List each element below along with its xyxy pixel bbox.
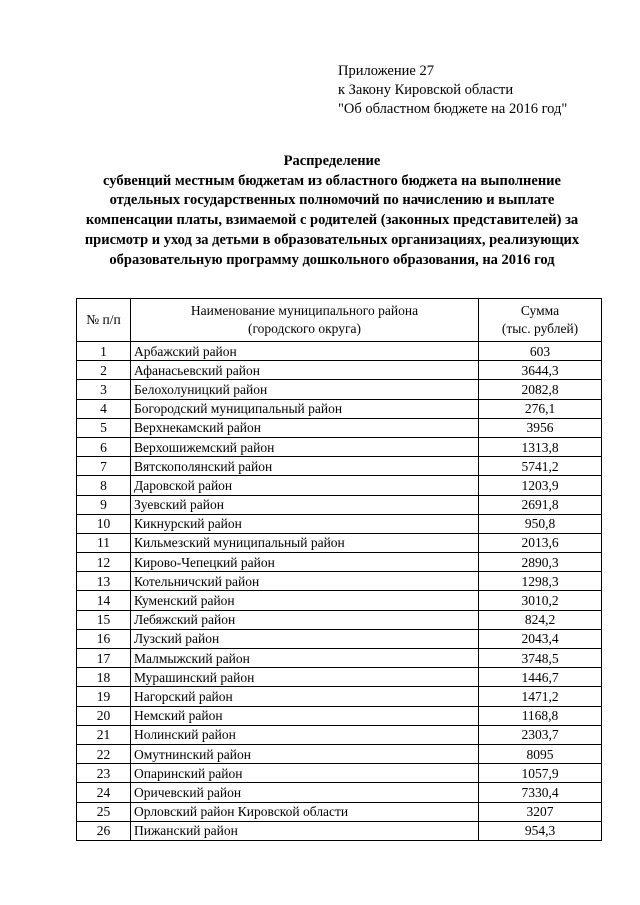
table-row <box>77 572 602 591</box>
row-district-name: Немский район <box>131 706 479 725</box>
table-row <box>77 783 602 802</box>
row-district-name: Кирово-Чепецкий район <box>131 553 479 572</box>
row-number: 24 <box>77 783 131 802</box>
table-row <box>77 591 602 610</box>
row-number: 16 <box>77 629 131 648</box>
row-number: 12 <box>77 553 131 572</box>
row-district-name: Богородский муниципальный район <box>131 399 479 418</box>
table-row <box>77 687 602 706</box>
row-district-name: Вятскополянский район <box>131 457 479 476</box>
row-district-name: Куменский район <box>131 591 479 610</box>
table-row <box>77 764 602 783</box>
row-number: 1 <box>77 342 131 361</box>
row-district-name: Даровской район <box>131 476 479 495</box>
row-amount: 954,3 <box>479 821 602 840</box>
table-body <box>77 342 602 841</box>
row-amount: 1057,9 <box>479 764 602 783</box>
title-line: присмотр и уход за детьми в образовательных организациях, реализующих <box>84 231 580 248</box>
row-amount: 3956 <box>479 418 602 437</box>
table-row <box>77 706 602 725</box>
header-sum <box>479 299 602 342</box>
row-amount: 2691,8 <box>479 495 602 514</box>
row-number: 6 <box>77 437 131 456</box>
row-number: 7 <box>77 457 131 476</box>
row-district-name: Лузский район <box>131 629 479 648</box>
row-number: 3 <box>77 380 131 399</box>
table-row <box>77 629 602 648</box>
table-row <box>77 514 602 533</box>
header-sum-line1: Сумма <box>520 303 560 318</box>
row-number: 15 <box>77 610 131 629</box>
row-number: 22 <box>77 744 131 763</box>
row-number: 11 <box>77 533 131 552</box>
row-number: 18 <box>77 668 131 687</box>
row-district-name: Котельничский район <box>131 572 479 591</box>
row-number: 10 <box>77 514 131 533</box>
row-amount: 1313,8 <box>479 437 602 456</box>
row-amount: 7330,4 <box>479 783 602 802</box>
table-row <box>77 668 602 687</box>
title-line: образовательную программу дошкольного образования, на 2016 год <box>109 251 555 268</box>
row-amount: 276,1 <box>479 399 602 418</box>
row-district-name: Опаринский район <box>131 764 479 783</box>
row-number: 14 <box>77 591 131 610</box>
row-district-name: Орловский район Кировской области <box>131 802 479 821</box>
row-amount: 2013,6 <box>479 533 602 552</box>
title-line: субвенций местным бюджетам из областного бюджета на выполнение <box>103 172 561 189</box>
header-sum-line2: (тыс. рублей) <box>501 321 579 336</box>
row-district-name: Нагорский район <box>131 687 479 706</box>
row-district-name: Малмыжский район <box>131 649 479 668</box>
row-number: 21 <box>77 725 131 744</box>
table-row <box>77 553 602 572</box>
row-number: 26 <box>77 821 131 840</box>
row-number: 19 <box>77 687 131 706</box>
row-amount: 3748,5 <box>479 649 602 668</box>
distribution-table <box>76 298 602 841</box>
table-row <box>77 437 602 456</box>
table-row <box>77 457 602 476</box>
row-amount: 2890,3 <box>479 553 602 572</box>
table-header <box>77 299 602 342</box>
appendix-reference <box>338 62 567 119</box>
row-district-name: Белохолуницкий район <box>131 380 479 399</box>
header-name-line2: (городского округа) <box>247 321 362 336</box>
header-row <box>77 299 602 342</box>
title-heading: Распределение <box>283 153 381 169</box>
row-amount: 5741,2 <box>479 457 602 476</box>
row-number: 25 <box>77 802 131 821</box>
table-row <box>77 744 602 763</box>
appendix-number: Приложение 27 <box>338 63 434 79</box>
header-name <box>131 299 479 342</box>
row-district-name: Верхошижемский район <box>131 437 479 456</box>
table-row <box>77 399 602 418</box>
table-row <box>77 495 602 514</box>
row-district-name: Верхнекамский район <box>131 418 479 437</box>
row-amount: 1446,7 <box>479 668 602 687</box>
row-number: 2 <box>77 361 131 380</box>
row-amount: 1168,8 <box>479 706 602 725</box>
row-amount: 1471,2 <box>479 687 602 706</box>
table-row <box>77 342 602 361</box>
table-row <box>77 533 602 552</box>
row-number: 9 <box>77 495 131 514</box>
row-district-name: Мурашинский район <box>131 668 479 687</box>
table-row <box>77 476 602 495</box>
table-row <box>77 380 602 399</box>
row-amount: 8095 <box>479 744 602 763</box>
row-number: 5 <box>77 418 131 437</box>
row-number: 13 <box>77 572 131 591</box>
row-number: 4 <box>77 399 131 418</box>
row-amount: 2043,4 <box>479 629 602 648</box>
row-amount: 1203,9 <box>479 476 602 495</box>
row-amount: 2303,7 <box>479 725 602 744</box>
row-amount: 824,2 <box>479 610 602 629</box>
row-district-name: Омутнинский район <box>131 744 479 763</box>
row-amount: 603 <box>479 342 602 361</box>
table-row <box>77 802 602 821</box>
table-row <box>77 649 602 668</box>
table-row <box>77 418 602 437</box>
row-district-name: Арбажский район <box>131 342 479 361</box>
title-line: компенсации платы, взимаемой с родителей (законных представителей) за <box>85 212 579 229</box>
row-amount: 2082,8 <box>479 380 602 399</box>
row-district-name: Лебяжский район <box>131 610 479 629</box>
row-number: 23 <box>77 764 131 783</box>
row-number: 17 <box>77 649 131 668</box>
table-row <box>77 725 602 744</box>
appendix-law: к Закону Кировской области <box>338 82 514 98</box>
header-name-line1: Наименование муниципального района <box>190 303 419 318</box>
header-num-label: № п/п <box>86 312 121 327</box>
row-district-name: Кикнурский район <box>131 514 479 533</box>
header-num <box>77 299 131 342</box>
row-district-name: Зуевский район <box>131 495 479 514</box>
row-amount: 3207 <box>479 802 602 821</box>
row-amount: 1298,3 <box>479 572 602 591</box>
row-district-name: Нолинский район <box>131 725 479 744</box>
row-number: 8 <box>77 476 131 495</box>
row-number: 20 <box>77 706 131 725</box>
row-district-name: Оричевский район <box>131 783 479 802</box>
row-district-name: Кильмезский муниципальный район <box>131 533 479 552</box>
row-amount: 950,8 <box>479 514 602 533</box>
appendix-law-title: "Об областном бюджете на 2016 год" <box>338 101 568 117</box>
row-amount: 3010,2 <box>479 591 602 610</box>
table-row <box>77 821 602 840</box>
row-amount: 3644,3 <box>479 361 602 380</box>
table-row <box>77 610 602 629</box>
document-title <box>60 152 604 270</box>
row-district-name: Афанасьевский район <box>131 361 479 380</box>
row-district-name: Пижанский район <box>131 821 479 840</box>
table-row <box>77 361 602 380</box>
title-line: отдельных государственных полномочий по начислению и выплате <box>109 192 555 209</box>
